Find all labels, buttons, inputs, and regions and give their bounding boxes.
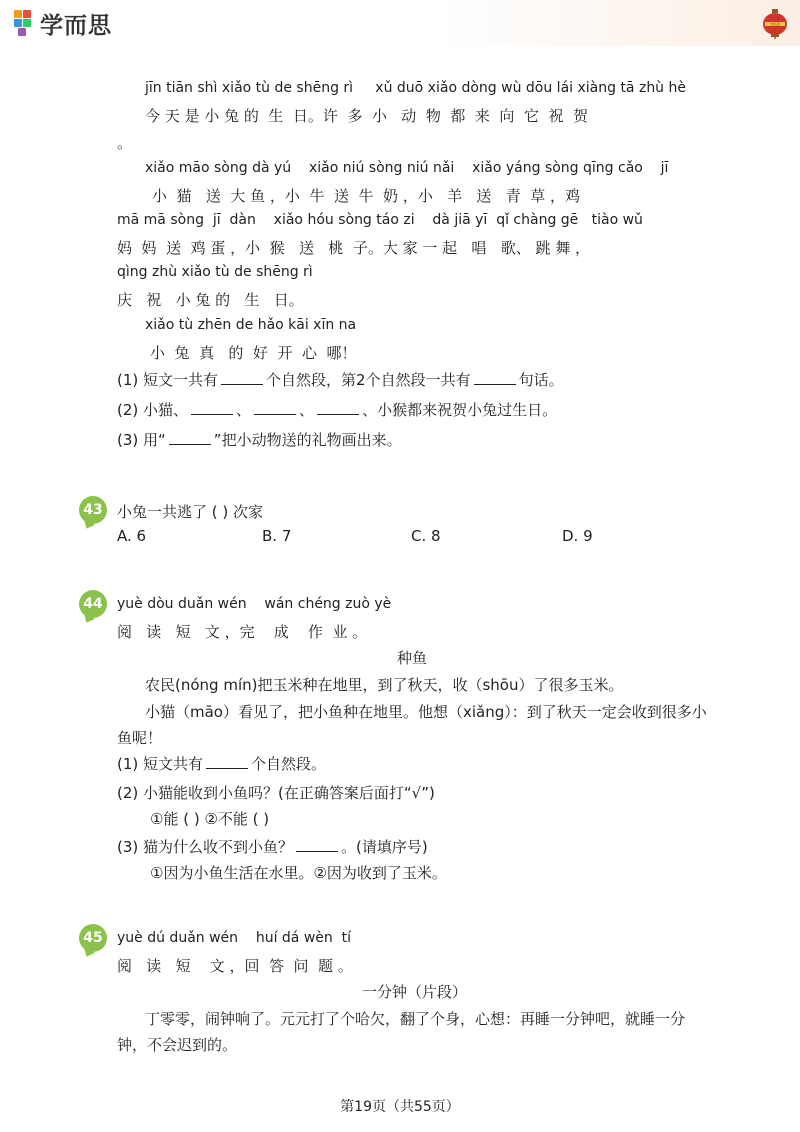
lantern-icon (762, 9, 788, 39)
passage-paragraph: 小猫（māo）看见了，把小鱼种在地里。他想（xiǎng）：到了秋天一定会收到很多小 (145, 703, 707, 721)
answer-blank[interactable] (296, 839, 338, 852)
sub-question-1: (1) 短文一共有 个自然段，第2个自然段一共有 句话。 (117, 371, 564, 389)
sub-question-2: (2) 小猫能收到小鱼吗？(在正确答案后面打“√”) (117, 784, 435, 802)
option-c[interactable]: C. 8 (411, 527, 441, 545)
passage-title: 一分钟（片段） (362, 983, 468, 1001)
hanzi-line: 小 猫 送 大 鱼 ，小 牛 送 牛 奶 ，小 羊 送 青 草 ，鸡 (152, 187, 581, 205)
hanzi-line: 今 天 是 小 兔 的 生 日。许 多 小 动 物 都 来 向 它 祝 贺 (145, 107, 589, 125)
sub-question-3: (3) 猫为什么收不到小鱼？ 。(请填序号) (117, 838, 428, 856)
answer-blank[interactable] (254, 402, 296, 415)
question-number-badge: 43 (79, 496, 107, 524)
sub-question-1: (1) 短文共有 个自然段。 (117, 755, 327, 773)
page-footer: 第19页（共55页） (340, 1099, 460, 1115)
sub-question-3: (3) 用“ ”把小动物送的礼物画出来。 (117, 431, 402, 449)
answer-blank[interactable] (474, 372, 516, 385)
pinyin-line: xiǎo māo sòng dà yú xiǎo niú sòng niú nǎi xiǎo yáng sòng qīng cǎo jī (145, 160, 669, 176)
question-number-badge: 45 (79, 924, 107, 952)
hanzi-line: 阅 读 短 文 ，回 答 问 题 。 (117, 957, 353, 975)
answer-options: ①因为小鱼生活在水里。②因为收到了玉米。 (150, 864, 447, 882)
answer-blank[interactable] (169, 432, 211, 445)
sub-question-2: (2) 小猫、 、 、 、小猴都来祝贺小兔过生日。 (117, 401, 558, 419)
hanzi-line: 庆 祝 小 兔 的 生 日。 (117, 291, 304, 309)
passage-paragraph: 鱼呢！ (117, 729, 163, 747)
logo-mark-icon (14, 10, 36, 36)
hanzi-line: 。 (117, 134, 133, 152)
option-d[interactable]: D. 9 (562, 527, 593, 545)
hanzi-line: 小 兔 真 的 好 开 心 哪！ (150, 344, 357, 362)
option-b[interactable]: B. 7 (262, 527, 292, 545)
passage-paragraph: 农民(nóng mín)把玉米种在地里，到了秋天，收（shōu）了很多玉米。 (145, 676, 624, 694)
brand-logo (14, 8, 112, 38)
question-number-badge: 44 (79, 590, 107, 618)
answer-blank[interactable] (221, 372, 263, 385)
passage-paragraph: 丁零零，闹钟响了。元元打了个哈欠，翻了个身，心想：再睡一分钟吧，就睡一分 (145, 1010, 686, 1028)
answer-blank[interactable] (317, 402, 359, 415)
option-a[interactable]: A. 6 (117, 527, 147, 545)
logo-text: 学而思 (40, 12, 112, 39)
pinyin-line: mā mā sòng jī dàn xiǎo hóu sòng táo zi dà jiā yī qǐ chàng gē tiào wǔ (117, 212, 643, 228)
question-stem: 小兔一共逃了 ( ) 次家 (117, 503, 264, 521)
passage-paragraph: 钟，不会迟到的。 (117, 1036, 238, 1054)
pinyin-line: xiǎo tù zhēn de hǎo kāi xīn na (145, 317, 357, 333)
pinyin-line: yuè dòu duǎn wén wán chéng zuò yè (117, 596, 392, 612)
answer-blank[interactable] (206, 756, 248, 769)
answer-options[interactable]: ①能 ( ) ②不能 ( ) (150, 810, 270, 828)
answer-blank[interactable] (191, 402, 233, 415)
lantern-label: 学而思 (770, 22, 780, 27)
hanzi-line: 阅 读 短 文 ，完 成 作 业 。 (117, 623, 368, 641)
pinyin-line: jīn tiān shì xiǎo tù de shēng rì xǔ duō xiǎo dòng wù dōu lái xiàng tā zhù hè (145, 80, 686, 96)
pinyin-line: qìng zhù xiǎo tù de shēng rì (117, 264, 313, 280)
passage-title: 种鱼 (397, 649, 428, 667)
pinyin-line: yuè dú duǎn wén huí dá wèn tí (117, 930, 352, 946)
page-header (0, 0, 800, 46)
hanzi-line: 妈 妈 送 鸡 蛋 ，小 猴 送 桃 子。大 家 一 起 唱 歌、 跳 舞 ， (117, 239, 591, 257)
